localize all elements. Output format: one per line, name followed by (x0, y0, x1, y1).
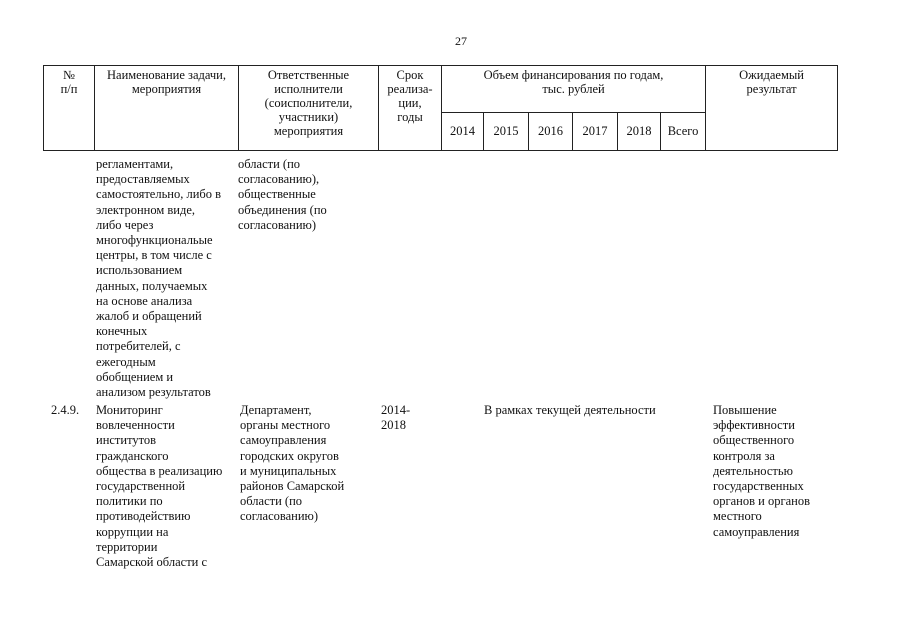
page-number: 27 (455, 34, 467, 48)
header-year-2017: 2017 (573, 112, 618, 150)
table-header (43, 65, 838, 151)
header-term: Срок реализа- ции, годы (379, 66, 442, 151)
row1-task: регламентами, предоставляемых самостоятельно, либо в электронном виде, либо через многофункциональые центры, в том числе с использованием данных, получаемых на основе анализа жалоб и обращений конечных потребителей, с ежегодным обобщением и анализом результатов (96, 157, 222, 400)
header-year-total: Всего (661, 112, 706, 150)
header-funding: Объем финансирования по годам, тыс. рублей (442, 66, 706, 113)
header-result: Ожидаемый результат (706, 66, 838, 151)
header-num: № п/п (44, 66, 95, 151)
row2-result: Повышение эффективности общественного контроля за деятельностью государственных органов и органов местного самоуправления (713, 403, 810, 539)
header-year-2014: 2014 (442, 112, 484, 150)
row2-funding: В рамках текущей деятельности (484, 403, 656, 417)
header-year-2015: 2015 (484, 112, 529, 150)
header-year-2016: 2016 (529, 112, 573, 150)
row2-task: Мониторинг вовлеченности институтов гражданского общества в реализацию государственной политики по противодействию коррупции на территории Самарской области с (96, 403, 223, 570)
row2-executors: Департамент, органы местного самоуправления городских округов и муниципальных районов Самарской области (по согласованию) (240, 403, 345, 524)
row2-term: 2014- 2018 (381, 403, 411, 433)
header-task: Наименование задачи, мероприятия (95, 66, 239, 151)
row2-number: 2.4.9. (51, 403, 80, 417)
header-executors: Ответственные исполнители (соисполнители, участники) мероприятия (239, 66, 379, 151)
header-year-2018: 2018 (618, 112, 661, 150)
row1-executors: области (по согласованию), общественные объединения (по согласованию) (238, 157, 327, 232)
